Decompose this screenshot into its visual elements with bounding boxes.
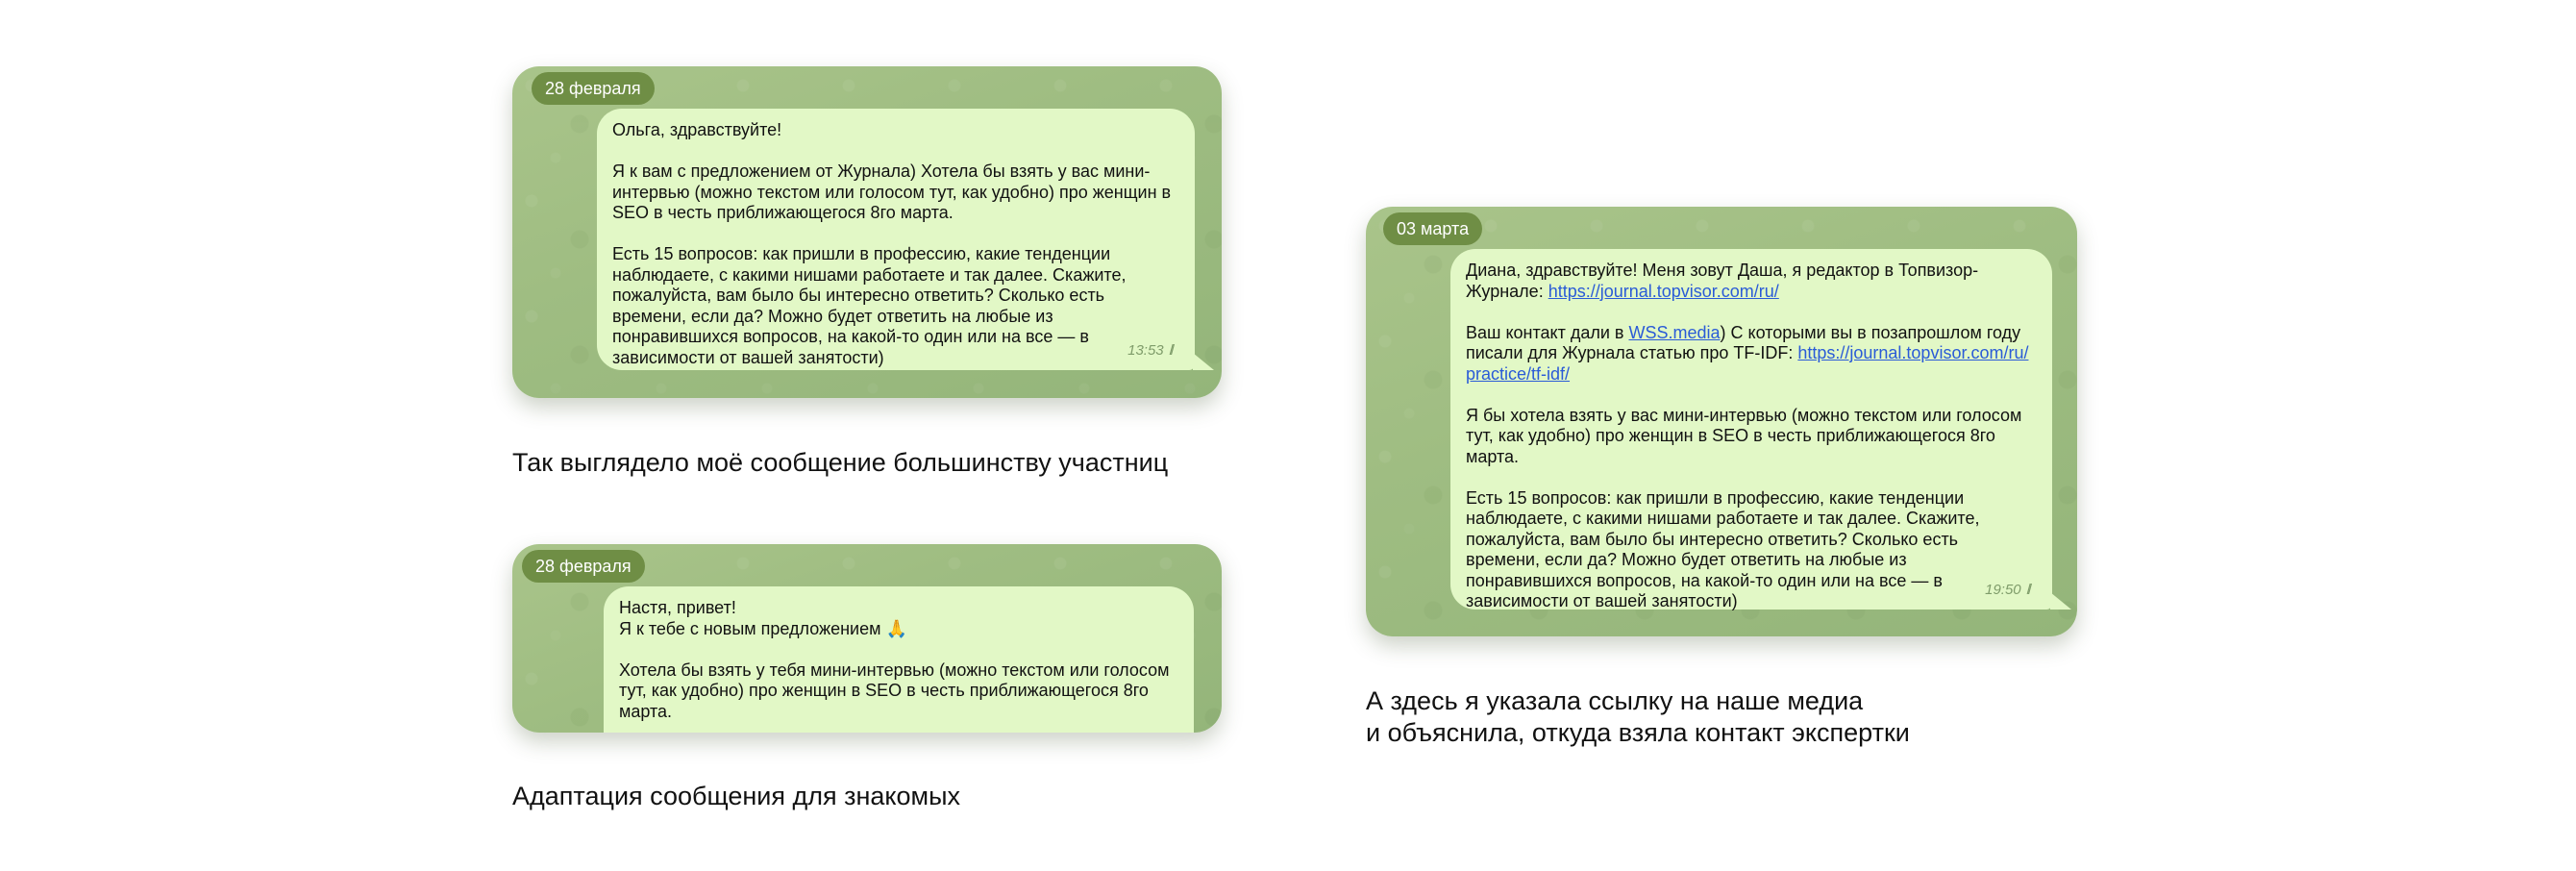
chat-screenshot-3 [1366,207,2077,636]
message-paragraph: Хотела бы взять у тебя мини-интервью (можно текстом или голосом тут, как удобно) про женщин в SEO в честь приближающегося 8го марта. [619,659,1170,721]
date-badge: 28 февраля [532,72,655,105]
message-time: 19:50 [1985,581,2021,598]
chat-screenshot-2 [512,544,1222,733]
message-contact: Ваш контакт дали в WSS.media) С которыми вы в позапрошлом году писали для Журнала статью про TF-IDF: https://journal.topvisor.com/ru/practice/tf-idf/ [1466,322,2029,384]
date-badge: 03 марта [1383,212,1482,245]
message-time: 13:53 [1127,341,1164,359]
praying-hands-emoji: 🙏 [885,618,907,638]
message-bubble [597,109,1195,370]
journal-link[interactable]: https://journal.topvisor.com/ru/ [1548,281,1779,301]
message-intro: Диана, здравствуйте! Меня зовут Даша, я редактор в Топвизор-Журнале: https://journal.topvisor.com/ru/ [1466,261,1979,301]
read-checkmarks-icon: // [2026,581,2029,598]
message-bubble [1450,249,2052,610]
bubble-tail [2050,592,2071,610]
message-paragraph: Я бы хотела взять у вас мини-интервью (можно текстом или голосом тут, как удобно) про женщин в SEO в честь приближающегося 8го марта. [1466,405,2022,466]
message-paragraph: Есть 15 вопросов: как пришли в профессию, какие тенденции наблюдаете, с какими нишами работаете и так далее. Скажите, пожалуйста, вам было бы интересно ответить? Сколько есть времени, если да? Можно будет ответить на любые из понравившихся вопросов, на какой-то один или на все — в зависимости от вашей занятости) [612,244,1127,367]
date-badge: 28 февраля [522,550,645,583]
message-bubble [604,586,1194,733]
bubble-tail [1193,353,1214,370]
message-paragraph: Я к вам с предложением от Журнала) Хотела бы взять у вас мини-интервью (можно текстом или голосом тут, как удобно) про женщин в SEO в честь приближающегося 8го марта. [612,162,1172,222]
caption-friends-message: Адаптация сообщения для знакомых [512,782,961,810]
chat-screenshot-1 [512,66,1222,398]
caption-main-message: Так выглядело моё сообщение большинству участниц [512,448,1169,477]
message-greeting: Ольга, здравствуйте! [612,120,782,139]
message-paragraph: Есть 15 вопросов: как пришли в профессию, какие тенденции наблюдаете, с какими нишами работаете и так далее. Скажите, пожалуйста, вам было бы интересно ответить? Сколько есть времени, если да? Можно будет ответить на любые из понравившихся вопросов, на какой-то один или на все — в зависимости от вашей занятости) [1466,487,1980,610]
message-meta [1985,580,2029,601]
message-meta [1127,340,1172,361]
tf-idf-article-link[interactable]: https://journal.topvisor.com/ru/practice/tf-idf/ [1466,343,2029,384]
wss-media-link[interactable]: WSS.media [1628,322,1721,342]
message-greeting: Настя, привет! Я к тебе с новым предложением 🙏 [619,598,907,638]
caption-link-message: А здесь я указала ссылку на наше медиа и объяснила, откуда взяла контакт экспертки [1366,686,1910,747]
read-checkmarks-icon: // [1169,341,1172,359]
message-line: Я к тебе с новым предложением [619,618,881,638]
